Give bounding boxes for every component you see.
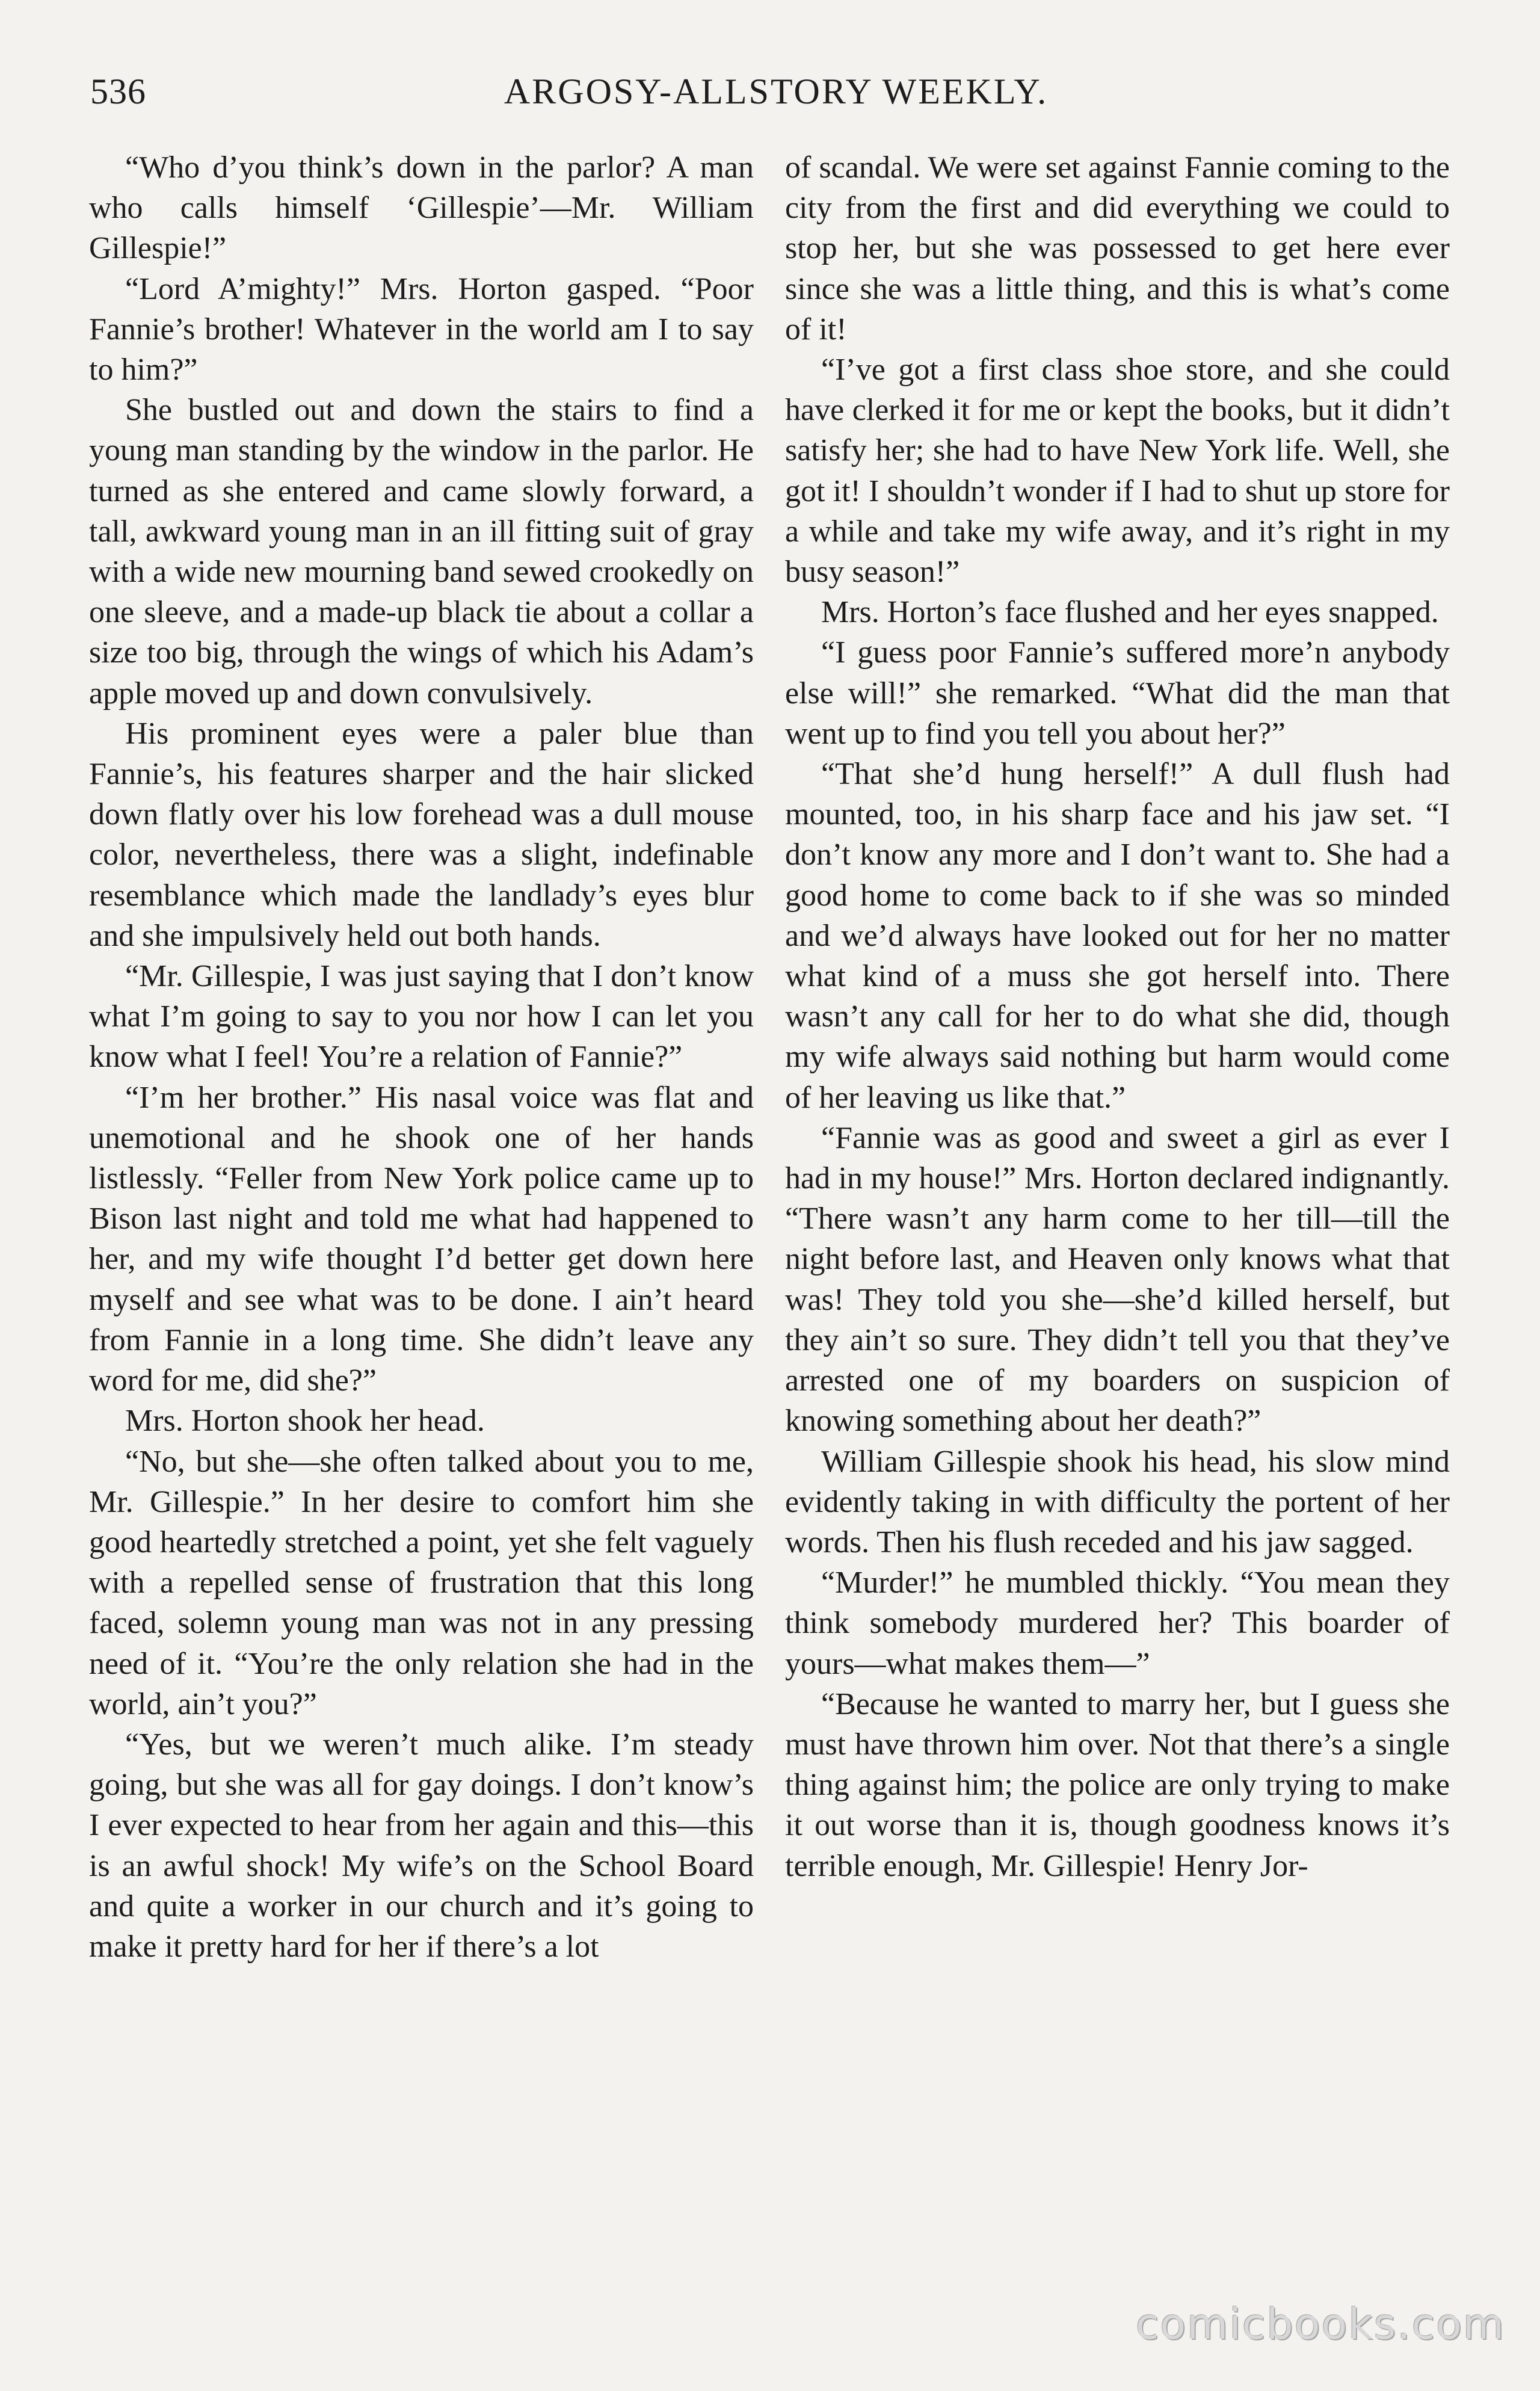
paragraph: His prominent eyes were a paler blue than Fannie’s, his features sharper and the hair slicked down flatly over his low forehead was a dull mouse color, nevertheless, there was a slight, indefinable resemblance which made the landlady’s eyes blur and she impulsively held out both hands. [89, 716, 754, 953]
paragraph: Mrs. Horton’s face flushed and her eyes snapped. [821, 595, 1439, 630]
left-column [89, 147, 754, 1967]
paragraph: She bustled out and down the stairs to find a young man standing by the window in the parlor. He turned as she entered and came slowly forward, a tall, awkward young man in an ill fitting suit of gray with a wide new mourning band sewed crookedly on one sleeve, and a made-up black tie about a collar a size too big, through the wings of which his Adam’s apple moved up and down convulsively. [89, 393, 754, 711]
watermark: comicbooks.com [1135, 2300, 1505, 2349]
paragraph: “Who d’you think’s down in the parlor? A man who calls himself ‘Gillespie’—Mr. William Gillespie!” [89, 150, 754, 266]
paragraph: “Murder!” he mumbled thickly. “You mean they think somebody murdered her? This boarder of yours—what makes them—” [785, 1566, 1450, 1681]
paragraph: William Gillespie shook his head, his slow mind evidently taking in with difficulty the portent of her words. Then his flush receded and his jaw sagged. [785, 1444, 1450, 1560]
paragraph: Mrs. Horton shook her head. [125, 1404, 485, 1439]
paragraph: “Fannie was as good and sweet a girl as ever I had in my house!” Mrs. Horton declared indignantly. “There wasn’t any harm come to her till—till the night before last, and Heaven only knows what that was! They told you she—she’d killed herself, but they ain’t so sure. They didn’t tell you that they’ve arrested one of my boarders on suspicion of knowing something about her death?” [785, 1120, 1450, 1439]
page-header [90, 71, 1462, 131]
paragraph: “Because he wanted to marry her, but I guess she must have thrown him over. Not that there’s a single thing against him; the police are only trying to make it out worse than it is, though goodness knows it’s terrible enough, Mr. Gillespie! Henry Jor- [785, 1686, 1450, 1883]
page-number: 536 [90, 72, 146, 111]
paragraph: “I’m her brother.” His nasal voice was flat and unemotional and he shook one of her hands listlessly. “Feller from New York police came up to Bison last night and told me what had happened to her, and my wife thought I’d better get down here myself and see what was to be done. I ain’t heard from Fannie in a long time. She didn’t leave any word for me, did she?” [89, 1080, 754, 1398]
paragraph: “I’ve got a first class shoe store, and she could have clerked it for me or kept the books, but it didn’t satisfy her; she had to have New York life. Well, she got it! I shouldn’t wonder if I had to shut up store for a while and take my wife away, and it’s right in my busy season!” [785, 353, 1450, 590]
right-column [785, 147, 1450, 1886]
paragraph: “No, but she—she often talked about you to me, Mr. Gillespie.” In her desire to comfort him she good heartedly stretched a point, yet she felt vaguely with a repelled sense of frustration that this long faced, solemn young man was not in any pressing need of it. “You’re the only relation she had in the world, ain’t you?” [89, 1444, 754, 1721]
paragraph: “Lord A’mighty!” Mrs. Horton gasped. “Poor Fannie’s brother! Whatever in the world am I to say to him?” [89, 271, 754, 387]
paragraph: “Yes, but we weren’t much alike. I’m steady going, but she was all for gay doings. I don’t know’s I ever expected to hear from her again and this—this is an awful shock! My wife’s on the School Board and quite a worker in our church and it’s going to make it pretty hard for her if there’s a lot [89, 1727, 754, 1964]
paragraph: “That she’d hung herself!” A dull flush had mounted, too, in his sharp face and his jaw set. “I don’t know any more and I don’t want to. She had a good home to come back to if she was so minded and we’d always have looked out for her no matter what kind of a muss she got herself into. There wasn’t any call for her to do what she did, though my wife always said nothing but harm would come of her leaving us like that.” [785, 757, 1450, 1115]
continued-paragraph: of scandal. We were set against Fannie coming to the city from the first and did everything we could to stop her, but she was possessed to get here ever since she was a little thing, and this is what’s come of it! [785, 150, 1450, 347]
paragraph: “Mr. Gillespie, I was just saying that I don’t know what I’m going to say to you nor how I can let you know what I feel! You’re a relation of Fannie?” [89, 959, 754, 1075]
paragraph: “I guess poor Fannie’s suffered more’n anybody else will!” she remarked. “What did the man that went up to find you tell you about her?” [785, 635, 1450, 751]
running-head: ARGOSY-ALLSTORY WEEKLY. [504, 72, 1049, 111]
